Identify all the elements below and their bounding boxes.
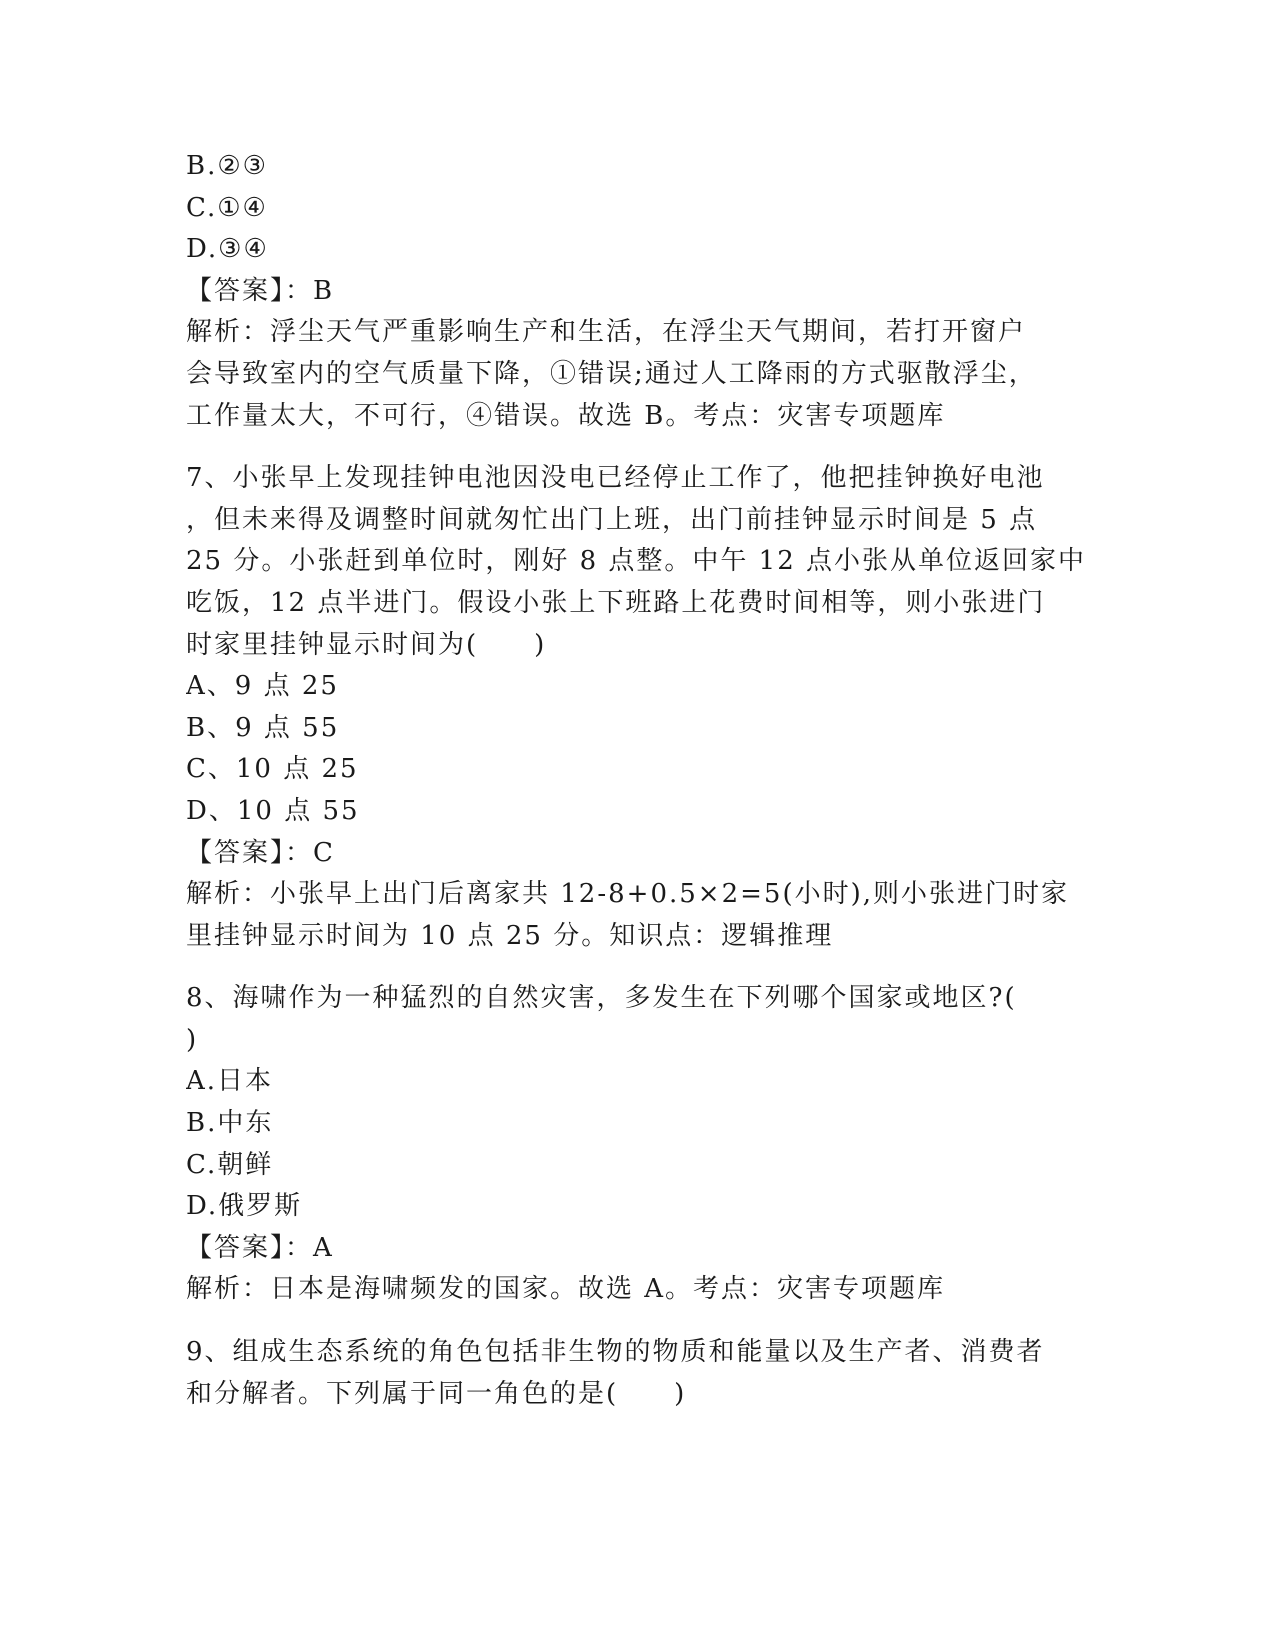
option-c: C、10 点 25 — [186, 754, 359, 785]
option-d: D.③④ — [186, 234, 269, 265]
question-text: 吃饭，12 点半进门。假设小张上下班路上花费时间相等，则小张进门 — [186, 587, 1046, 618]
analysis-line: 工作量太大，不可行，④错误。故选 B。考点：灾害专项题库 — [186, 400, 946, 431]
question-8 — [186, 978, 1086, 1311]
analysis-line: 解析：浮尘天气严重影响生产和生活，在浮尘天气期间，若打开窗户 — [186, 317, 1027, 348]
question-text: 时家里挂钟显示时间为( ) — [186, 629, 547, 660]
option-a: A、9 点 25 — [186, 671, 339, 702]
question-text: 8、海啸作为一种猛烈的自然灾害，多发生在下列哪个国家或地区?( — [186, 983, 1017, 1014]
option-c: C.朝鲜 — [186, 1149, 274, 1180]
analysis-line: 会导致室内的空气质量下降，①错误;通过人工降雨的方式驱散浮尘， — [186, 358, 1037, 389]
analysis-line: 解析：小张早上出门后离家共 12-8+0.5×2=5(小时),则小张进门时家 — [186, 879, 1070, 910]
question-text: 和分解者。下列属于同一角色的是( ) — [186, 1378, 687, 1409]
question-text: 9、组成生态系统的角色包括非生物的物质和能量以及生产者、消费者 — [186, 1337, 1045, 1368]
option-d: D.俄罗斯 — [186, 1191, 303, 1222]
analysis-line: 里挂钟显示时间为 10 点 25 分。知识点：逻辑推理 — [186, 920, 834, 951]
question-7 — [186, 458, 1086, 957]
option-d: D、10 点 55 — [186, 795, 360, 826]
answer-label: 【答案】：C — [186, 837, 335, 868]
question-text: ，但未来得及调整时间就匆忙出门上班，出门前挂钟显示时间是 5 点 — [186, 504, 1038, 535]
option-b: B、9 点 55 — [186, 712, 340, 743]
question-text: 7、小张早上发现挂钟电池因没电已经停止工作了，他把挂钟换好电池 — [186, 463, 1045, 494]
analysis-line: 解析：日本是海啸频发的国家。故选 A。考点：灾害专项题库 — [186, 1274, 946, 1305]
answer-label: 【答案】：B — [186, 275, 335, 306]
option-b: B.②③ — [186, 151, 268, 181]
page-content — [186, 146, 1086, 1415]
question-text: ) — [186, 1024, 199, 1055]
question-6-tail — [186, 146, 1086, 437]
option-b: B.中东 — [186, 1108, 274, 1139]
answer-label: 【答案】：A — [186, 1232, 334, 1263]
question-9 — [186, 1332, 1086, 1415]
option-c: C.①④ — [186, 192, 268, 223]
question-text: 25 分。小张赶到单位时，刚好 8 点整。中午 12 点小张从单位返回家中 — [186, 546, 1086, 577]
option-a: A.日本 — [186, 1066, 274, 1097]
